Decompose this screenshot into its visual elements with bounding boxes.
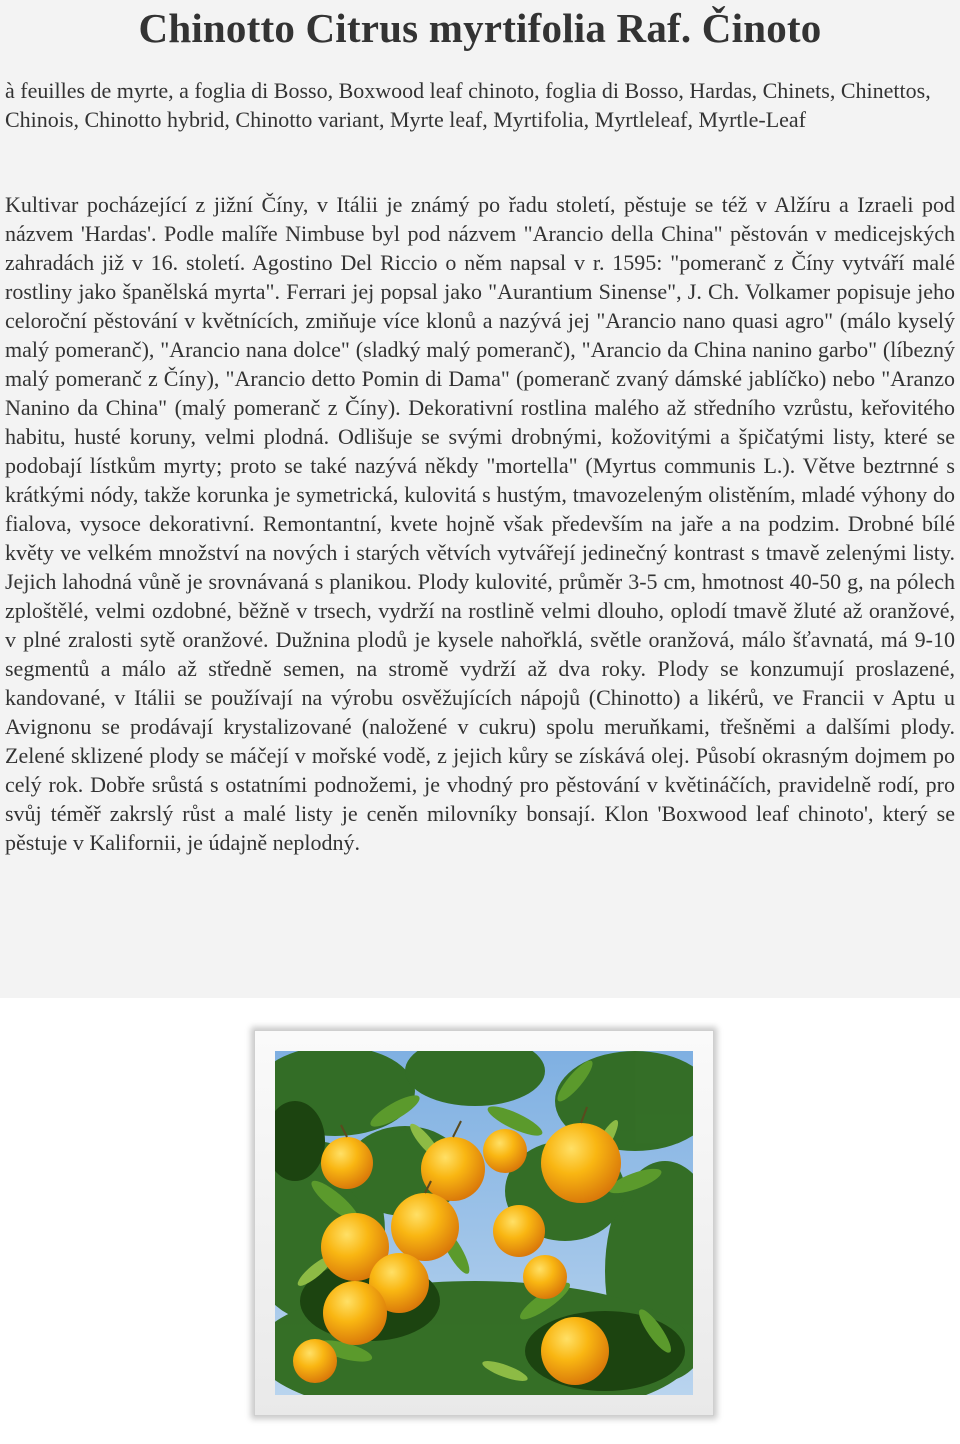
photo-frame — [254, 1030, 714, 1416]
page-title: Chinotto Citrus myrtifolia Raf. Činoto — [138, 5, 822, 51]
synonyms-paragraph: à feuilles de myrte, a foglia di Bosso, Boxwood leaf chinoto, foglia di Bosso, Hardas, Chinets, Chinettos, Chinois, Chinotto hybrid, Chinotto variant, Myrte leaf, Myrtifolia, Myrtleleaf, Myrtle-Leaf — [5, 78, 931, 132]
chinotto-fruit-photo — [275, 1051, 693, 1395]
description-paragraph: Kultivar pocházející z jižní Číny, v Itálii je známý po řadu století, pěstuje se též v Alžíru a Izraeli pod názvem 'Hardas'. Podle malíře Nimbuse byl pod názvem "Arancio della China" pěstován v medicejských zahradách již v 16. století. Agostino Del Riccio o něm napsal v r. 1595: "pomeranč z Číny vytváří malé rostliny jako španělská myrta". Ferrari jej popsal jako "Aurantium Sinense", J. Ch. Volkamer popisuje jeho celoroční pěstování v květnících, zmiňuje více klonů a nazývá jej "Arancio nano quasi agro" (málo kyselý malý pomeranč), "Arancio nana dolce" (sladký malý pomeranč), "Arancio da China nanino garbo" (líbezný malý pomeranč z Číny), "Arancio detto Pomin di Dama" (pomeranč zvaný dámské jablíčko) nebo "Aranzo Nanino da China" (malý pomeranč z Číny). Dekorativní rostlina malého až středního vzrůstu, keřovitého habitu, husté koruny, velmi plodná. Odlišuje se svými drobnými, kožovitými a špičatými listy, které se podobají lístkům myrty; proto se také nazývá někdy "mortella" (Myrtus communis L.). Větve beztrnné s krátkými nódy, takže korunka je symetrická, kulovitá s hustým, tmavozeleným olistěním, mladé výhony do fialova, vysoce dekorativní. Remontantní, kvete hojně však především na jaře a na podzim. Drobné bílé květy ve velkém množství na nových i starých větvích vytvářejí jedinečný kontrast s tmavě zelenými listy. Jejich lahodná vůně je srovnávaná s planikou. Plody kulovité, průměr 3-5 cm, hmotnost 40-50 g, na pólech zploštělé, velmi ozdobné, běžně v trsech, vydrží na rostlině velmi dlouho, oplodí tmavě žluté až oranžové, v plné zralosti sytě oranžové. Dužnina plodů je kysele nahořklá, světle oranžová, málo šťavnatá, má 9-10 segmentů a málo až středně semen, na stromě vydrží až dva roky. Plody se konzumují proslazené, kandované, v Itálii se používají na výrobu osvěžujících nápojů (Chinotto) a likérů, ve Francii v Aptu u Avignonu se prodávají krystalizované (naložené v cukru) spolu meruňkami, třešněmi a dalšími plody. Zelené sklizené plody se máčejí v mořské vodě, z jejich kůry se získává olej. Působí okrasným dojmem po celý rok. Dobře srůstá s ostatními podnožemi, je vhodný pro pěstování v květináčích, pravidelně rodí, pro svůj téměř zakrslý růst a malé listy je ceněn milovníky bonsají. Klon 'Boxwood leaf chinoto', který se pěstuje v Kalifornii, je údajně neplodný. — [5, 192, 955, 855]
